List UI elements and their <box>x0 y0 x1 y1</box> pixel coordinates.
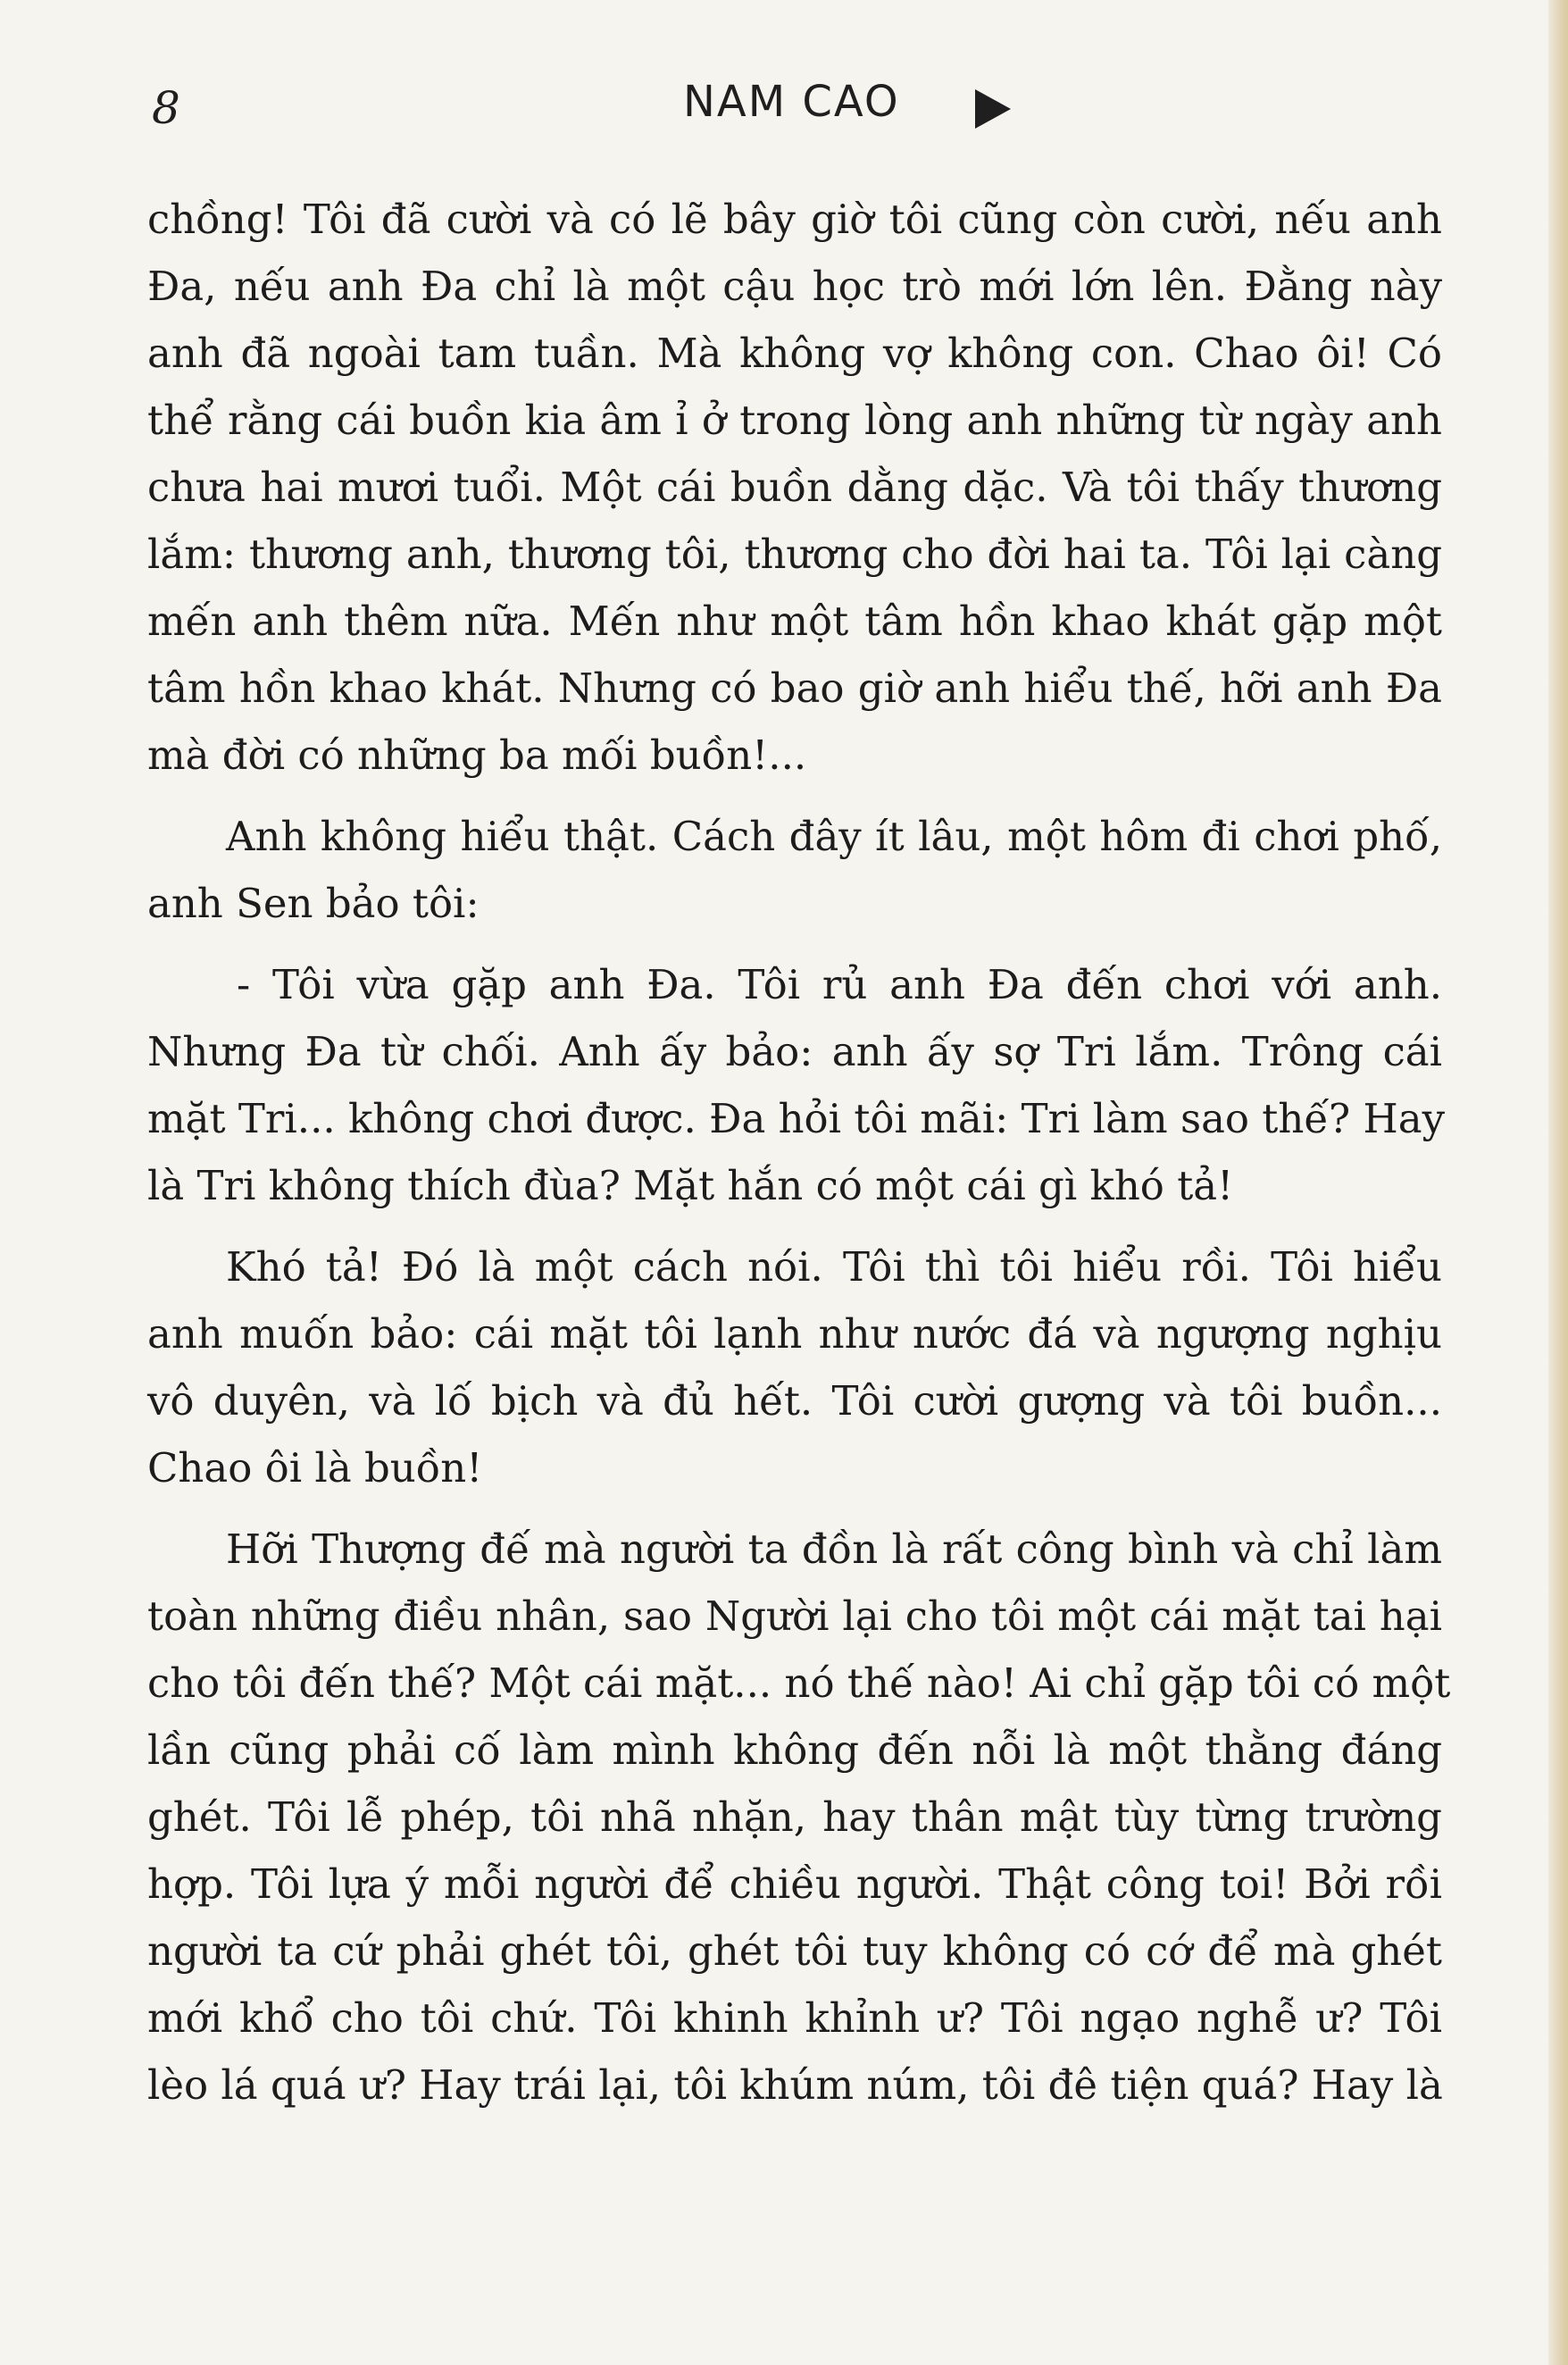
text-line: anh đã ngoài tam tuần. Mà không vợ không con. Chao ôi! Có <box>147 330 1442 377</box>
text-line: Đa, nếu anh Đa chỉ là một cậu học trò mới lớn lên. Đằng này <box>147 263 1442 310</box>
page-edge-shadow <box>1548 0 1568 2365</box>
text-line: anh muốn bảo: cái mặt tôi lạnh như nước đá và ngượng nghịu <box>147 1310 1442 1358</box>
text-line: Khó tả! Đó là một cách nói. Tôi thì tôi hiểu rồi. Tôi hiểu <box>226 1243 1442 1291</box>
text-line: lèo lá quá ư? Hay trái lại, tôi khúm núm, tôi đê tiện quá? Hay là <box>147 2061 1443 2109</box>
text-line: Anh không hiểu thật. Cách đây ít lâu, một hôm đi chơi phố, <box>226 813 1442 860</box>
paragraph <box>147 186 1442 789</box>
paragraph <box>147 951 1445 1219</box>
text-line: Chao ôi là buồn! <box>147 1444 483 1492</box>
text-line: mặt Tri... không chơi được. Đa hỏi tôi mãi: Tri làm sao thế? Hay <box>147 1095 1445 1142</box>
paragraph <box>147 803 1442 937</box>
triangle-right-icon <box>975 89 1011 129</box>
text-line: mới khổ cho tôi chứ. Tôi khinh khỉnh ư? Tôi ngạo nghễ ư? Tôi <box>147 1994 1442 2042</box>
text-line: anh Sen bảo tôi: <box>147 880 480 927</box>
text-line: thể rằng cái buồn kia âm ỉ ở trong lòng anh những từ ngày anh <box>147 397 1442 444</box>
text-line: hợp. Tôi lựa ý mỗi người để chiều người. Thật công toi! Bởi rồi <box>147 1860 1442 1908</box>
text-line: lắm: thương anh, thương tôi, thương cho đời hai ta. Tôi lại càng <box>147 531 1442 578</box>
text-line: - Tôi vừa gặp anh Đa. Tôi rủ anh Đa đến chơi với anh. <box>237 961 1442 1008</box>
text-line: cho tôi đến thế? Một cái mặt... nó thế nào! Ai chỉ gặp tôi có một <box>147 1659 1451 1707</box>
text-line: ghét. Tôi lễ phép, tôi nhã nhặn, hay thân mật tùy từng trường <box>147 1793 1442 1841</box>
text-line: tâm hồn khao khát. Nhưng có bao giờ anh hiểu thế, hỡi anh Đa <box>147 664 1442 712</box>
text-line: là Tri không thích đùa? Mặt hắn có một cái gì khó tả! <box>147 1162 1234 1209</box>
paragraph <box>147 1233 1442 1501</box>
text-line: chưa hai mươi tuổi. Một cái buồn dằng dặc. Và tôi thấy thương <box>147 464 1442 511</box>
running-title: NAM CAO <box>683 77 900 127</box>
text-body <box>147 186 1451 2118</box>
text-line: mà đời có những ba mối buồn!... <box>147 731 807 779</box>
text-line: người ta cứ phải ghét tôi, ghét tôi tuy không có cớ để mà ghét <box>147 1927 1442 1975</box>
text-line: chồng! Tôi đã cười và có lẽ bây giờ tôi cũng còn cười, nếu anh <box>147 196 1442 243</box>
paragraph <box>147 1516 1451 2118</box>
text-line: Nhưng Đa từ chối. Anh ấy bảo: anh ấy sợ Tri lắm. Trông cái <box>147 1028 1442 1075</box>
text-line: toàn những điều nhân, sao Người lại cho tôi một cái mặt tai hại <box>147 1592 1442 1640</box>
text-line: mến anh thêm nữa. Mến như một tâm hồn khao khát gặp một <box>147 598 1442 645</box>
text-line: lần cũng phải cố làm mình không đến nỗi là một thằng đáng <box>147 1726 1442 1774</box>
text-line: vô duyên, và lố bịch và đủ hết. Tôi cười gượng và tôi buồn... <box>147 1377 1442 1425</box>
page-number: 8 <box>152 82 180 134</box>
text-line: Hỡi Thượng đế mà người ta đồn là rất công bình và chỉ làm <box>226 1525 1442 1573</box>
